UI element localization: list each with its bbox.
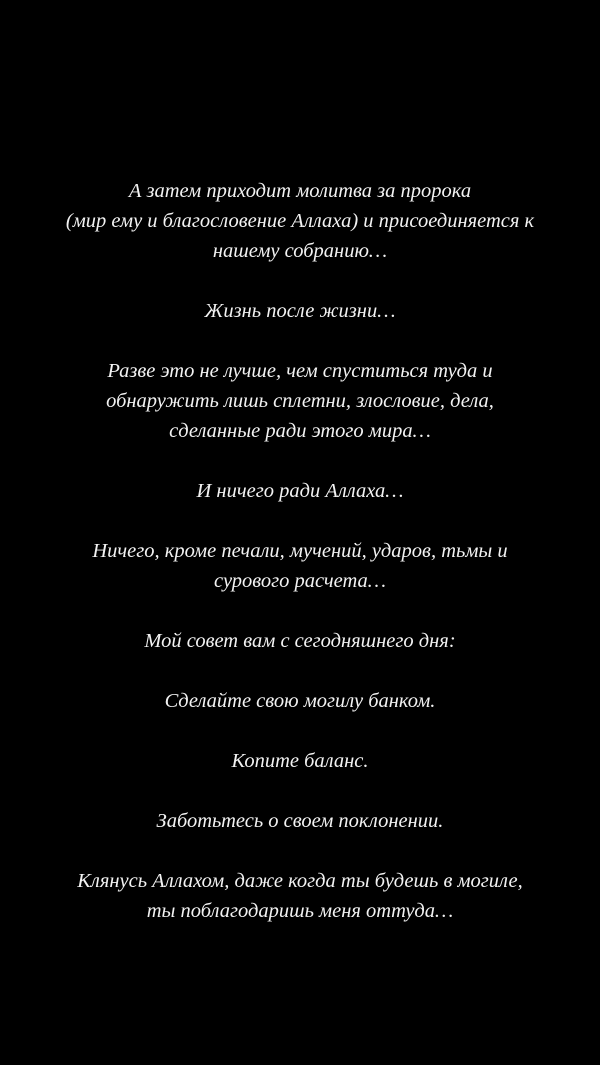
- text-line: И ничего ради Аллаха…: [196, 480, 404, 502]
- quote-text-block: [0, 176, 600, 956]
- text-line: Клянусь Аллахом, даже когда ты будешь в могиле,: [77, 870, 523, 892]
- paragraph-8: [0, 746, 600, 776]
- text-line: Заботьтесь о своем поклонении.: [156, 810, 444, 832]
- paragraph-1: [0, 176, 600, 266]
- text-line: обнаружить лишь сплетни, злословие, дела,: [106, 390, 494, 412]
- text-line: Мой совет вам с сегодняшнего дня:: [144, 630, 456, 652]
- paragraph-3: [0, 356, 600, 446]
- paragraph-4: [0, 476, 600, 506]
- text-line: сурового расчета…: [213, 570, 386, 592]
- text-line: Копите баланс.: [231, 750, 369, 772]
- text-line: Сделайте свою могилу банком.: [164, 690, 436, 712]
- text-line: Разве это не лучше, чем спуститься туда и: [107, 360, 493, 382]
- paragraph-6: [0, 626, 600, 656]
- paragraph-7: [0, 686, 600, 716]
- text-line: (мир ему и благословение Аллаха) и присоединяется к: [65, 210, 535, 232]
- paragraph-5: [0, 536, 600, 596]
- text-line: ты поблагодаришь меня оттуда…: [146, 900, 454, 922]
- paragraph-10: [0, 866, 600, 926]
- text-line: Жизнь после жизни…: [204, 300, 396, 322]
- paragraph-2: [0, 296, 600, 326]
- text-line: Ничего, кроме печали, мучений, ударов, тьмы и: [92, 540, 508, 562]
- text-line: нашему собранию…: [212, 240, 388, 262]
- text-line: А затем приходит молитва за пророка: [128, 180, 472, 202]
- paragraph-9: [0, 806, 600, 836]
- text-line: сделанные ради этого мира…: [169, 420, 431, 442]
